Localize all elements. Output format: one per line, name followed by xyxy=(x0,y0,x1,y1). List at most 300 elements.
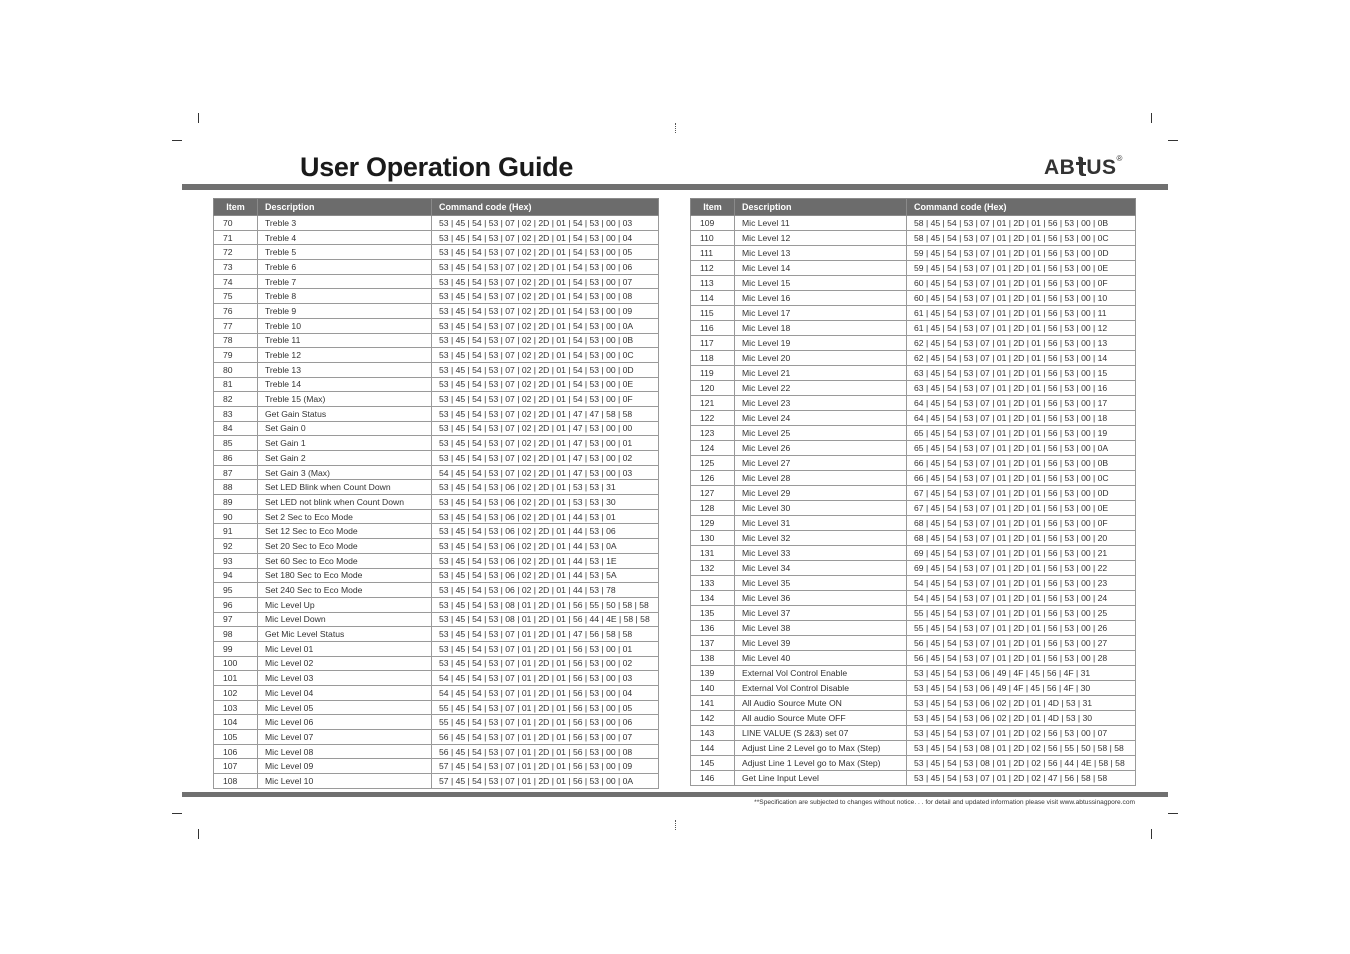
cell-description: Mic Level 32 xyxy=(735,531,907,546)
table-row xyxy=(214,465,659,480)
table-row xyxy=(214,774,659,789)
table-body-right xyxy=(691,216,1136,786)
cell-item: 99 xyxy=(214,641,258,656)
cell-item: 108 xyxy=(214,774,258,789)
cell-command: 67 | 45 | 54 | 53 | 07 | 01 | 2D | 01 | 56 | 53 | 00 | 0E xyxy=(907,501,1136,516)
table-row xyxy=(691,666,1136,681)
cell-description: Mic Level 22 xyxy=(735,381,907,396)
cell-description: Mic Level 15 xyxy=(735,276,907,291)
cell-command: 68 | 45 | 54 | 53 | 07 | 01 | 2D | 01 | 56 | 53 | 00 | 0F xyxy=(907,516,1136,531)
table-header-row xyxy=(691,199,1136,216)
cell-item: 118 xyxy=(691,351,735,366)
cell-item: 76 xyxy=(214,304,258,319)
cell-item: 71 xyxy=(214,230,258,245)
cell-item: 131 xyxy=(691,546,735,561)
table-row xyxy=(691,756,1136,771)
cell-command: 53 | 45 | 54 | 53 | 06 | 02 | 2D | 01 | 44 | 53 | 06 xyxy=(432,524,659,539)
cell-item: 77 xyxy=(214,318,258,333)
cell-description: Mic Level 10 xyxy=(258,774,432,789)
cell-command: 59 | 45 | 54 | 53 | 07 | 01 | 2D | 01 | 56 | 53 | 00 | 0E xyxy=(907,261,1136,276)
cell-description: Mic Level 20 xyxy=(735,351,907,366)
cell-command: 53 | 45 | 54 | 53 | 07 | 02 | 2D | 01 | 54 | 53 | 00 | 0E xyxy=(432,377,659,392)
cell-command: 54 | 45 | 54 | 53 | 07 | 01 | 2D | 01 | 56 | 53 | 00 | 24 xyxy=(907,591,1136,606)
cell-description: Set 240 Sec to Eco Mode xyxy=(258,583,432,598)
crop-mark xyxy=(198,829,199,839)
cell-command: 53 | 45 | 54 | 53 | 07 | 02 | 2D | 01 | 54 | 53 | 00 | 07 xyxy=(432,274,659,289)
cell-command: 53 | 45 | 54 | 53 | 07 | 02 | 2D | 01 | 54 | 53 | 00 | 0B xyxy=(432,333,659,348)
cell-item: 95 xyxy=(214,583,258,598)
cell-command: 53 | 45 | 54 | 53 | 07 | 02 | 2D | 01 | 47 | 53 | 00 | 02 xyxy=(432,451,659,466)
cell-item: 126 xyxy=(691,471,735,486)
cell-item: 92 xyxy=(214,539,258,554)
cell-item: 113 xyxy=(691,276,735,291)
cell-command: 55 | 45 | 54 | 53 | 07 | 01 | 2D | 01 | 56 | 53 | 00 | 06 xyxy=(432,715,659,730)
cell-description: Mic Level 03 xyxy=(258,671,432,686)
table-row xyxy=(691,351,1136,366)
cell-item: 94 xyxy=(214,568,258,583)
table-row xyxy=(691,621,1136,636)
cell-item: 96 xyxy=(214,597,258,612)
cell-item: 139 xyxy=(691,666,735,681)
cell-command: 53 | 45 | 54 | 53 | 07 | 02 | 2D | 01 | 54 | 53 | 00 | 05 xyxy=(432,245,659,260)
cell-item: 111 xyxy=(691,246,735,261)
cell-description: Mic Level 33 xyxy=(735,546,907,561)
table-row xyxy=(691,426,1136,441)
cell-description: Set Gain 2 xyxy=(258,451,432,466)
cell-description: Mic Level 16 xyxy=(735,291,907,306)
cell-item: 125 xyxy=(691,456,735,471)
cell-description: Mic Level 28 xyxy=(735,471,907,486)
cell-description: Set Gain 3 (Max) xyxy=(258,465,432,480)
cell-item: 88 xyxy=(214,480,258,495)
table-row xyxy=(691,606,1136,621)
table-row xyxy=(691,216,1136,231)
cell-item: 116 xyxy=(691,321,735,336)
cell-item: 132 xyxy=(691,561,735,576)
cell-item: 120 xyxy=(691,381,735,396)
cell-description: Mic Level 07 xyxy=(258,730,432,745)
crop-mark xyxy=(172,140,182,141)
cell-description: Treble 11 xyxy=(258,333,432,348)
cell-description: Treble 4 xyxy=(258,230,432,245)
cell-command: 53 | 45 | 54 | 53 | 07 | 01 | 2D | 02 | 56 | 53 | 00 | 07 xyxy=(907,726,1136,741)
cell-description: Treble 10 xyxy=(258,318,432,333)
registration-mark xyxy=(675,123,677,133)
cell-command: 53 | 45 | 54 | 53 | 06 | 02 | 2D | 01 | 44 | 53 | 01 xyxy=(432,509,659,524)
cell-description: Mic Level 25 xyxy=(735,426,907,441)
cell-description: Treble 13 xyxy=(258,362,432,377)
cell-description: Mic Level 05 xyxy=(258,700,432,715)
cell-description: Mic Level 36 xyxy=(735,591,907,606)
cell-description: Treble 5 xyxy=(258,245,432,260)
cell-item: 145 xyxy=(691,756,735,771)
table-row xyxy=(214,641,659,656)
cell-item: 107 xyxy=(214,759,258,774)
cell-command: 56 | 45 | 54 | 53 | 07 | 01 | 2D | 01 | 56 | 53 | 00 | 08 xyxy=(432,744,659,759)
logo-text-left: AB xyxy=(1044,156,1076,179)
cell-description: Get Line Input Level xyxy=(735,771,907,786)
cell-description: Set 60 Sec to Eco Mode xyxy=(258,553,432,568)
cell-description: Adjust Line 1 Level go to Max (Step) xyxy=(735,756,907,771)
cell-description: Mic Level 09 xyxy=(258,759,432,774)
table-row xyxy=(214,451,659,466)
cell-item: 135 xyxy=(691,606,735,621)
cell-command: 69 | 45 | 54 | 53 | 07 | 01 | 2D | 01 | 56 | 53 | 00 | 22 xyxy=(907,561,1136,576)
cell-command: 60 | 45 | 54 | 53 | 07 | 01 | 2D | 01 | 56 | 53 | 00 | 10 xyxy=(907,291,1136,306)
cell-description: Mic Level 37 xyxy=(735,606,907,621)
cell-command: 53 | 45 | 54 | 53 | 07 | 01 | 2D | 01 | 56 | 53 | 00 | 01 xyxy=(432,641,659,656)
cell-command: 57 | 45 | 54 | 53 | 07 | 01 | 2D | 01 | 56 | 53 | 00 | 0A xyxy=(432,774,659,789)
crop-mark xyxy=(1151,829,1152,839)
cell-item: 87 xyxy=(214,465,258,480)
cell-description: Treble 6 xyxy=(258,260,432,275)
cell-item: 137 xyxy=(691,636,735,651)
cell-command: 54 | 45 | 54 | 53 | 07 | 01 | 2D | 01 | 56 | 53 | 00 | 04 xyxy=(432,686,659,701)
page-title: User Operation Guide xyxy=(300,152,574,182)
cell-description: Mic Level 11 xyxy=(735,216,907,231)
cell-item: 130 xyxy=(691,531,735,546)
cell-item: 101 xyxy=(214,671,258,686)
cell-description: Treble 8 xyxy=(258,289,432,304)
cell-item: 129 xyxy=(691,516,735,531)
cell-description: Mic Level 40 xyxy=(735,651,907,666)
table-body-left xyxy=(214,216,659,789)
cell-description: Mic Level 31 xyxy=(735,516,907,531)
cell-item: 144 xyxy=(691,741,735,756)
table-row xyxy=(691,651,1136,666)
cell-command: 53 | 45 | 54 | 53 | 06 | 02 | 2D | 01 | 44 | 53 | 78 xyxy=(432,583,659,598)
table-row xyxy=(214,686,659,701)
table-row xyxy=(214,656,659,671)
cell-command: 53 | 45 | 54 | 53 | 07 | 02 | 2D | 01 | 54 | 53 | 00 | 0F xyxy=(432,392,659,407)
cell-description: Get Mic Level Status xyxy=(258,627,432,642)
cell-command: 59 | 45 | 54 | 53 | 07 | 01 | 2D | 01 | 56 | 53 | 00 | 0D xyxy=(907,246,1136,261)
cell-description: Mic Level 27 xyxy=(735,456,907,471)
table-row xyxy=(214,230,659,245)
cell-item: 110 xyxy=(691,231,735,246)
cell-description: Mic Level 17 xyxy=(735,306,907,321)
cell-item: 114 xyxy=(691,291,735,306)
table-row xyxy=(691,336,1136,351)
cell-description: Mic Level 08 xyxy=(258,744,432,759)
cell-command: 58 | 45 | 54 | 53 | 07 | 01 | 2D | 01 | 56 | 53 | 00 | 0C xyxy=(907,231,1136,246)
cell-description: Mic Level 23 xyxy=(735,396,907,411)
cell-command: 57 | 45 | 54 | 53 | 07 | 01 | 2D | 01 | 56 | 53 | 00 | 09 xyxy=(432,759,659,774)
cell-item: 91 xyxy=(214,524,258,539)
table-row xyxy=(214,759,659,774)
cell-command: 53 | 45 | 54 | 53 | 07 | 02 | 2D | 01 | 54 | 53 | 00 | 0C xyxy=(432,348,659,363)
cell-command: 55 | 45 | 54 | 53 | 07 | 01 | 2D | 01 | 56 | 53 | 00 | 26 xyxy=(907,621,1136,636)
cell-description: Mic Level 34 xyxy=(735,561,907,576)
table-row xyxy=(691,771,1136,786)
cell-item: 105 xyxy=(214,730,258,745)
registered-mark: ® xyxy=(1116,154,1123,163)
cell-command: 53 | 45 | 54 | 53 | 06 | 02 | 2D | 01 | 4D | 53 | 31 xyxy=(907,696,1136,711)
table-row xyxy=(214,260,659,275)
cell-command: 66 | 45 | 54 | 53 | 07 | 01 | 2D | 01 | 56 | 53 | 00 | 0B xyxy=(907,456,1136,471)
column-header-item: Item xyxy=(214,199,258,216)
cell-description: Mic Level 01 xyxy=(258,641,432,656)
cell-command: 63 | 45 | 54 | 53 | 07 | 01 | 2D | 01 | 56 | 53 | 00 | 16 xyxy=(907,381,1136,396)
footer-rule xyxy=(182,792,1168,797)
cell-command: 53 | 45 | 54 | 53 | 07 | 02 | 2D | 01 | 47 | 53 | 00 | 01 xyxy=(432,436,659,451)
cell-description: Mic Level Down xyxy=(258,612,432,627)
cell-command: 64 | 45 | 54 | 53 | 07 | 01 | 2D | 01 | 56 | 53 | 00 | 17 xyxy=(907,396,1136,411)
cell-item: 78 xyxy=(214,333,258,348)
cell-description: Set 2 Sec to Eco Mode xyxy=(258,509,432,524)
table-row xyxy=(691,231,1136,246)
cell-description: Adjust Line 2 Level go to Max (Step) xyxy=(735,741,907,756)
cell-item: 97 xyxy=(214,612,258,627)
cell-description: Mic Level 38 xyxy=(735,621,907,636)
table-row xyxy=(691,321,1136,336)
cell-item: 133 xyxy=(691,576,735,591)
table-row xyxy=(214,597,659,612)
cell-item: 134 xyxy=(691,591,735,606)
cell-description: Mic Level 35 xyxy=(735,576,907,591)
cell-description: LINE VALUE (S 2&3) set 07 xyxy=(735,726,907,741)
table-row xyxy=(691,501,1136,516)
cell-description: Mic Level 12 xyxy=(735,231,907,246)
table-row xyxy=(214,715,659,730)
cell-description: Treble 14 xyxy=(258,377,432,392)
cell-item: 98 xyxy=(214,627,258,642)
cell-description: External Vol Control Enable xyxy=(735,666,907,681)
table-row xyxy=(214,480,659,495)
header-rule xyxy=(182,184,1168,190)
cell-description: Mic Level Up xyxy=(258,597,432,612)
table-row xyxy=(214,583,659,598)
cell-description: Set 20 Sec to Eco Mode xyxy=(258,539,432,554)
table-row xyxy=(691,546,1136,561)
cell-description: Set 180 Sec to Eco Mode xyxy=(258,568,432,583)
table-row xyxy=(214,289,659,304)
cell-command: 53 | 45 | 54 | 53 | 06 | 02 | 2D | 01 | 53 | 53 | 30 xyxy=(432,495,659,510)
cell-command: 53 | 45 | 54 | 53 | 07 | 02 | 2D | 01 | 54 | 53 | 00 | 09 xyxy=(432,304,659,319)
cell-command: 53 | 45 | 54 | 53 | 07 | 02 | 2D | 01 | 54 | 53 | 00 | 0D xyxy=(432,362,659,377)
cell-item: 115 xyxy=(691,306,735,321)
cell-command: 54 | 45 | 54 | 53 | 07 | 02 | 2D | 01 | 47 | 53 | 00 | 03 xyxy=(432,465,659,480)
cell-command: 53 | 45 | 54 | 53 | 06 | 02 | 2D | 01 | 44 | 53 | 0A xyxy=(432,539,659,554)
table-row xyxy=(214,509,659,524)
table-row xyxy=(691,696,1136,711)
cell-command: 53 | 45 | 54 | 53 | 07 | 01 | 2D | 01 | 47 | 56 | 58 | 58 xyxy=(432,627,659,642)
cell-item: 83 xyxy=(214,406,258,421)
cell-item: 84 xyxy=(214,421,258,436)
table-row xyxy=(691,636,1136,651)
table-row xyxy=(214,671,659,686)
cell-command: 53 | 45 | 54 | 53 | 07 | 01 | 2D | 02 | 47 | 56 | 58 | 58 xyxy=(907,771,1136,786)
cell-command: 58 | 45 | 54 | 53 | 07 | 01 | 2D | 01 | 56 | 53 | 00 | 0B xyxy=(907,216,1136,231)
cell-command: 56 | 45 | 54 | 53 | 07 | 01 | 2D | 01 | 56 | 53 | 00 | 28 xyxy=(907,651,1136,666)
table-row xyxy=(691,396,1136,411)
cell-command: 53 | 45 | 54 | 53 | 08 | 01 | 2D | 02 | 56 | 55 | 50 | 58 | 58 xyxy=(907,741,1136,756)
table-row xyxy=(214,274,659,289)
column-header-item: Item xyxy=(691,199,735,216)
table-row xyxy=(691,486,1136,501)
cell-description: Treble 3 xyxy=(258,216,432,231)
cell-description: Mic Level 39 xyxy=(735,636,907,651)
cell-description: Mic Level 30 xyxy=(735,501,907,516)
column-header-description: Description xyxy=(258,199,432,216)
cell-command: 53 | 45 | 54 | 53 | 06 | 02 | 2D | 01 | 44 | 53 | 1E xyxy=(432,553,659,568)
cell-command: 65 | 45 | 54 | 53 | 07 | 01 | 2D | 01 | 56 | 53 | 00 | 19 xyxy=(907,426,1136,441)
cell-description: Mic Level 14 xyxy=(735,261,907,276)
table-row xyxy=(691,291,1136,306)
cell-command: 53 | 45 | 54 | 53 | 06 | 02 | 2D | 01 | 44 | 53 | 5A xyxy=(432,568,659,583)
table-row xyxy=(214,612,659,627)
cell-command: 61 | 45 | 54 | 53 | 07 | 01 | 2D | 01 | 56 | 53 | 00 | 11 xyxy=(907,306,1136,321)
table-row xyxy=(691,276,1136,291)
cell-command: 62 | 45 | 54 | 53 | 07 | 01 | 2D | 01 | 56 | 53 | 00 | 13 xyxy=(907,336,1136,351)
cell-item: 121 xyxy=(691,396,735,411)
table-row xyxy=(691,711,1136,726)
table-row xyxy=(691,456,1136,471)
table-row xyxy=(214,436,659,451)
cell-item: 122 xyxy=(691,411,735,426)
command-table-left xyxy=(213,198,659,789)
table-row xyxy=(214,348,659,363)
cell-command: 56 | 45 | 54 | 53 | 07 | 01 | 2D | 01 | 56 | 53 | 00 | 27 xyxy=(907,636,1136,651)
cell-description: Mic Level 06 xyxy=(258,715,432,730)
cell-item: 72 xyxy=(214,245,258,260)
table-row xyxy=(691,531,1136,546)
cell-command: 63 | 45 | 54 | 53 | 07 | 01 | 2D | 01 | 56 | 53 | 00 | 15 xyxy=(907,366,1136,381)
crop-mark xyxy=(1168,813,1178,814)
brand-logo xyxy=(1044,156,1123,180)
cell-item: 82 xyxy=(214,392,258,407)
cell-item: 142 xyxy=(691,711,735,726)
crop-mark xyxy=(1151,113,1152,123)
cell-command: 55 | 45 | 54 | 53 | 07 | 01 | 2D | 01 | 56 | 53 | 00 | 25 xyxy=(907,606,1136,621)
cell-description: Treble 12 xyxy=(258,348,432,363)
table-row xyxy=(691,261,1136,276)
crop-mark xyxy=(1168,140,1178,141)
cell-item: 73 xyxy=(214,260,258,275)
cell-item: 89 xyxy=(214,495,258,510)
cell-description: All Audio Source Mute ON xyxy=(735,696,907,711)
cell-command: 53 | 45 | 54 | 53 | 06 | 02 | 2D | 01 | 53 | 53 | 31 xyxy=(432,480,659,495)
cell-item: 117 xyxy=(691,336,735,351)
cell-description: Mic Level 24 xyxy=(735,411,907,426)
cell-description: Mic Level 19 xyxy=(735,336,907,351)
cell-description: Mic Level 18 xyxy=(735,321,907,336)
column-header-command: Command code (Hex) xyxy=(432,199,659,216)
table-row xyxy=(214,304,659,319)
registration-mark xyxy=(675,820,677,830)
cell-description: Mic Level 26 xyxy=(735,441,907,456)
cell-item: 123 xyxy=(691,426,735,441)
cell-command: 53 | 45 | 54 | 53 | 07 | 02 | 2D | 01 | 54 | 53 | 00 | 03 xyxy=(432,216,659,231)
table-row xyxy=(691,561,1136,576)
table-row xyxy=(691,306,1136,321)
cell-description: Mic Level 21 xyxy=(735,366,907,381)
table-row xyxy=(691,246,1136,261)
cell-item: 138 xyxy=(691,651,735,666)
table-row xyxy=(214,362,659,377)
cell-item: 143 xyxy=(691,726,735,741)
table-row xyxy=(691,411,1136,426)
cell-item: 119 xyxy=(691,366,735,381)
cell-command: 53 | 45 | 54 | 53 | 08 | 01 | 2D | 01 | 56 | 44 | 4E | 58 | 58 xyxy=(432,612,659,627)
cell-command: 53 | 45 | 54 | 53 | 07 | 02 | 2D | 01 | 54 | 53 | 00 | 08 xyxy=(432,289,659,304)
cell-item: 70 xyxy=(214,216,258,231)
cell-item: 102 xyxy=(214,686,258,701)
table-row xyxy=(214,627,659,642)
table-row xyxy=(691,576,1136,591)
cell-command: 53 | 45 | 54 | 53 | 06 | 02 | 2D | 01 | 4D | 53 | 30 xyxy=(907,711,1136,726)
cell-item: 128 xyxy=(691,501,735,516)
cell-command: 55 | 45 | 54 | 53 | 07 | 01 | 2D | 01 | 56 | 53 | 00 | 05 xyxy=(432,700,659,715)
cell-command: 53 | 45 | 54 | 53 | 07 | 02 | 2D | 01 | 54 | 53 | 00 | 04 xyxy=(432,230,659,245)
table-row xyxy=(214,744,659,759)
table-row xyxy=(691,726,1136,741)
cell-command: 56 | 45 | 54 | 53 | 07 | 01 | 2D | 01 | 56 | 53 | 00 | 07 xyxy=(432,730,659,745)
table-row xyxy=(214,568,659,583)
cell-description: External Vol Control Disable xyxy=(735,681,907,696)
cell-description: Mic Level 13 xyxy=(735,246,907,261)
logo-text-right: US xyxy=(1086,156,1117,179)
cell-item: 106 xyxy=(214,744,258,759)
cell-description: Set LED Blink when Count Down xyxy=(258,480,432,495)
cell-description: Treble 7 xyxy=(258,274,432,289)
cell-command: 68 | 45 | 54 | 53 | 07 | 01 | 2D | 01 | 56 | 53 | 00 | 20 xyxy=(907,531,1136,546)
cell-command: 69 | 45 | 54 | 53 | 07 | 01 | 2D | 01 | 56 | 53 | 00 | 21 xyxy=(907,546,1136,561)
cell-command: 54 | 45 | 54 | 53 | 07 | 01 | 2D | 01 | 56 | 53 | 00 | 23 xyxy=(907,576,1136,591)
table-row xyxy=(214,700,659,715)
table-header-row xyxy=(214,199,659,216)
cell-command: 62 | 45 | 54 | 53 | 07 | 01 | 2D | 01 | 56 | 53 | 00 | 14 xyxy=(907,351,1136,366)
cell-description: Get Gain Status xyxy=(258,406,432,421)
cell-command: 53 | 45 | 54 | 53 | 06 | 49 | 4F | 45 | 56 | 4F | 30 xyxy=(907,681,1136,696)
cell-command: 53 | 45 | 54 | 53 | 07 | 02 | 2D | 01 | 54 | 53 | 00 | 06 xyxy=(432,260,659,275)
cell-item: 90 xyxy=(214,509,258,524)
cell-command: 53 | 45 | 54 | 53 | 07 | 02 | 2D | 01 | 47 | 53 | 00 | 00 xyxy=(432,421,659,436)
cell-description: Set Gain 1 xyxy=(258,436,432,451)
table-row xyxy=(691,741,1136,756)
cell-description: Set 12 Sec to Eco Mode xyxy=(258,524,432,539)
table-row xyxy=(214,245,659,260)
table-row xyxy=(214,406,659,421)
cell-item: 140 xyxy=(691,681,735,696)
cell-description: All audio Source Mute OFF xyxy=(735,711,907,726)
cell-command: 60 | 45 | 54 | 53 | 07 | 01 | 2D | 01 | 56 | 53 | 00 | 0F xyxy=(907,276,1136,291)
cell-description: Mic Level 04 xyxy=(258,686,432,701)
cell-item: 79 xyxy=(214,348,258,363)
cell-command: 53 | 45 | 54 | 53 | 08 | 01 | 2D | 01 | 56 | 55 | 50 | 58 | 58 xyxy=(432,597,659,612)
table-row xyxy=(214,495,659,510)
cell-command: 67 | 45 | 54 | 53 | 07 | 01 | 2D | 01 | 56 | 53 | 00 | 0D xyxy=(907,486,1136,501)
table-row xyxy=(214,539,659,554)
cell-description: Treble 9 xyxy=(258,304,432,319)
column-header-command: Command code (Hex) xyxy=(907,199,1136,216)
table-row xyxy=(691,471,1136,486)
cell-description: Treble 15 (Max) xyxy=(258,392,432,407)
cell-description: Mic Level 02 xyxy=(258,656,432,671)
cell-command: 54 | 45 | 54 | 53 | 07 | 01 | 2D | 01 | 56 | 53 | 00 | 03 xyxy=(432,671,659,686)
cell-command: 65 | 45 | 54 | 53 | 07 | 01 | 2D | 01 | 56 | 53 | 00 | 0A xyxy=(907,441,1136,456)
cell-command: 64 | 45 | 54 | 53 | 07 | 01 | 2D | 01 | 56 | 53 | 00 | 18 xyxy=(907,411,1136,426)
cell-item: 127 xyxy=(691,486,735,501)
table-row xyxy=(214,553,659,568)
cell-command: 53 | 45 | 54 | 53 | 06 | 49 | 4F | 45 | 56 | 4F | 31 xyxy=(907,666,1136,681)
cell-item: 136 xyxy=(691,621,735,636)
table-row xyxy=(214,421,659,436)
cell-command: 53 | 45 | 54 | 53 | 07 | 02 | 2D | 01 | 47 | 47 | 58 | 58 xyxy=(432,406,659,421)
cell-command: 66 | 45 | 54 | 53 | 07 | 01 | 2D | 01 | 56 | 53 | 00 | 0C xyxy=(907,471,1136,486)
command-table-right xyxy=(690,198,1136,786)
cell-description: Set LED not blink when Count Down xyxy=(258,495,432,510)
